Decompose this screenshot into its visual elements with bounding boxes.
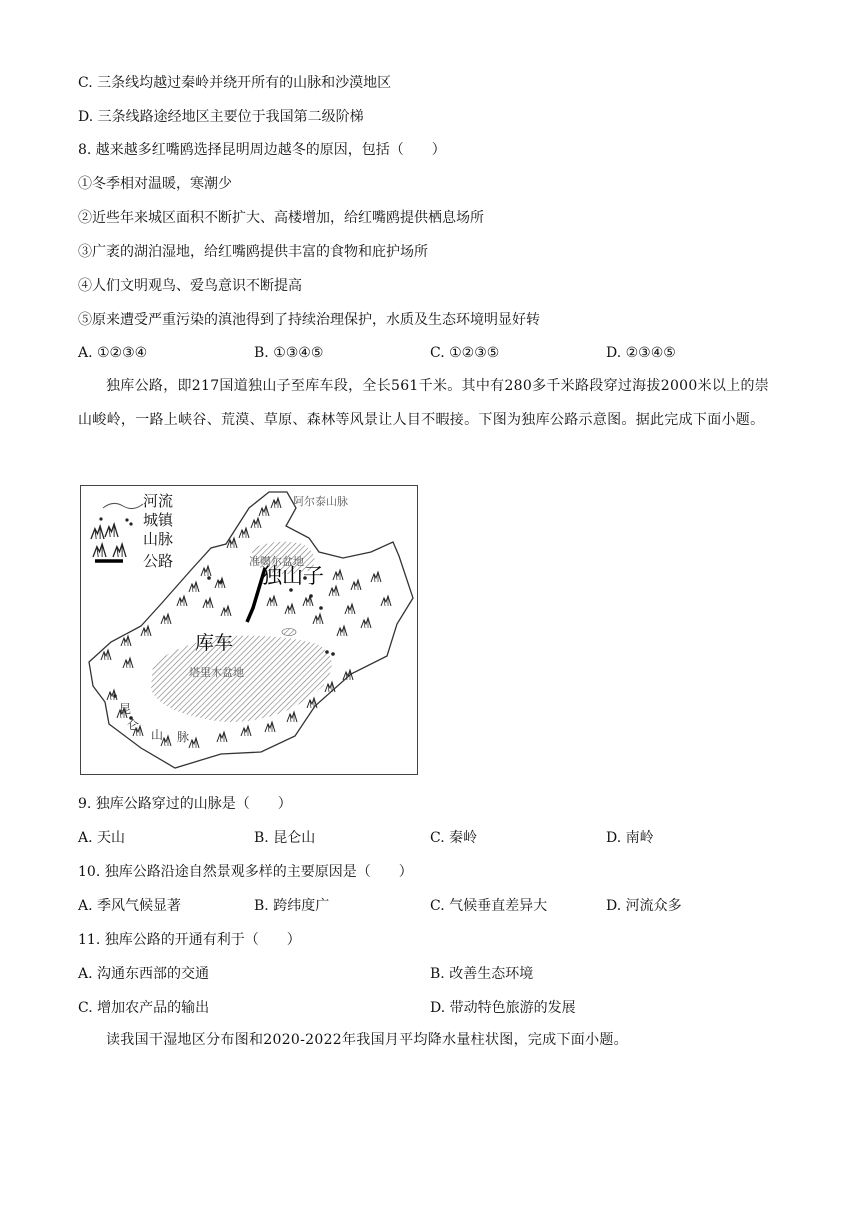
q8-item-5: ⑤原来遭受严重污染的滇池得到了持续治理保护，水质及生态环境明显好转 bbox=[78, 312, 540, 328]
q8-item-2: ②近些年来城区面积不断扩大、高楼增加，给红嘴鸥提供栖息场所 bbox=[78, 210, 484, 226]
lake bbox=[282, 629, 296, 636]
kunlun-label-char-2: 仑 bbox=[127, 718, 140, 732]
passage-dry-wet-regions: 读我国干湿地区分布图和2020-2022年我国月平均降水量柱状图，完成下面小题。 bbox=[106, 1032, 628, 1048]
q8-item-4: ④人们文明观鸟、爱鸟意识不断提高 bbox=[78, 278, 302, 294]
q11-option-b: B. 改善生态环境 bbox=[430, 966, 534, 982]
legend-highway-label: 公路 bbox=[143, 552, 174, 570]
q10-option-b: B. 跨纬度广 bbox=[254, 898, 330, 914]
q11-option-c: C. 增加农产品的输出 bbox=[78, 1000, 210, 1016]
legend-town-label: 城镇 bbox=[143, 511, 174, 529]
kunlun-label-char-3: 山 bbox=[151, 728, 164, 742]
q8-item-1: ①冬季相对温暖，寒潮少 bbox=[78, 176, 232, 192]
altai-mountains-label: 阿尔泰山脉 bbox=[293, 495, 348, 508]
tarim-basin-label: 塔里木盆地 bbox=[189, 666, 244, 679]
q10-option-c: C. 气候垂直差异大 bbox=[430, 898, 548, 914]
passage-duku-highway: 独库公路，即217国道独山子至库车段，全长561千米。其中有280多千米路段穿过海拔2000米以上的崇山峻岭，一路上峡谷、荒漠、草原、森林等风景让人目不暇接。下图为独库公路示意图。据此完成下面小题。 bbox=[78, 378, 770, 428]
q7-option-d: D. 三条线路途经地区主要位于我国第二级阶梯 bbox=[78, 109, 364, 125]
q8-option-a: A. ①②③④ bbox=[78, 345, 148, 361]
river bbox=[103, 503, 143, 508]
q8-stem: 8. 越来越多红嘴鸥选择昆明周边越冬的原因，包括（ ） bbox=[78, 142, 446, 158]
legend-mountain-label: 山脉 bbox=[143, 530, 174, 548]
q9-option-a: A. 天山 bbox=[78, 830, 126, 846]
q11-stem: 11. 独库公路的开通有利于（ ） bbox=[78, 932, 301, 948]
kunlun-label-char-4: 脉 bbox=[177, 730, 190, 744]
q8-item-3: ③广袤的湖泊湿地，给红嘴鸥提供丰富的食物和庇护场所 bbox=[78, 244, 428, 260]
q8-option-b: B. ①③④⑤ bbox=[254, 345, 324, 361]
q10-option-d: D. 河流众多 bbox=[606, 898, 682, 914]
q8-option-d: D. ②③④⑤ bbox=[606, 345, 676, 361]
dushanzi-label: 独山子 bbox=[261, 564, 324, 588]
kuqa-label: 库车 bbox=[195, 632, 234, 654]
kunlun-label-char-1: 昆 bbox=[119, 702, 132, 716]
q9-option-d: D. 南岭 bbox=[606, 830, 654, 846]
q9-stem: 9. 独库公路穿过的山脉是（ ） bbox=[78, 796, 292, 812]
q7-option-c: C. 三条线均越过秦岭并绕开所有的山脉和沙漠地区 bbox=[78, 75, 392, 91]
q11-option-a: A. 沟通东西部的交通 bbox=[78, 966, 210, 982]
q10-option-a: A. 季风气候显著 bbox=[78, 898, 182, 914]
legend-river-label: 河流 bbox=[143, 492, 174, 510]
junggar-basin-label: 准噶尔盆地 bbox=[249, 555, 304, 568]
q11-option-d: D. 带动特色旅游的发展 bbox=[430, 1000, 576, 1016]
duku-highway-map bbox=[80, 485, 418, 775]
q9-option-b: B. 昆仑山 bbox=[254, 830, 316, 846]
q8-option-c: C. ①②③⑤ bbox=[430, 345, 500, 361]
q10-stem: 10. 独库公路沿途自然景观多样的主要原因是（ ） bbox=[78, 864, 413, 880]
q9-option-c: C. 秦岭 bbox=[430, 830, 478, 846]
